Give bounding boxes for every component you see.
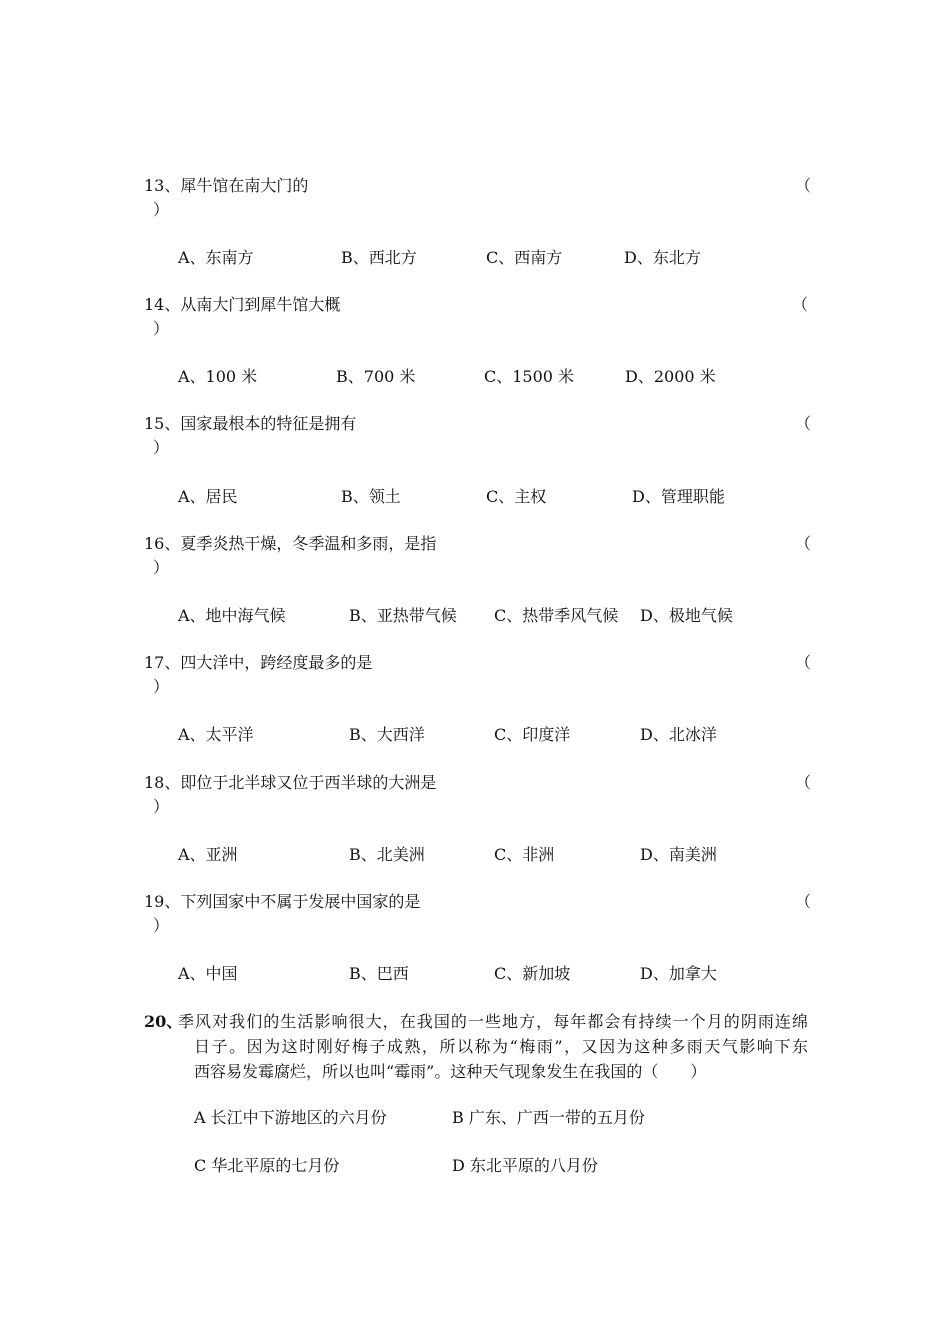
question-number: 18、 bbox=[144, 773, 181, 792]
option-a: A、太平洋 bbox=[178, 725, 254, 744]
question-text: 四大洋中，跨经度最多的是 bbox=[180, 653, 373, 672]
answer-paren-close: ） bbox=[153, 319, 170, 338]
question-15 bbox=[144, 414, 356, 434]
option-a: A 长江中下游地区的六月份 bbox=[194, 1108, 387, 1127]
question-text: 从南大门到犀牛馆大概 bbox=[180, 295, 341, 314]
question-number: 16、 bbox=[144, 534, 181, 553]
option-d: D、东北方 bbox=[624, 248, 701, 267]
option-b: B、西北方 bbox=[341, 248, 417, 267]
question-19 bbox=[144, 892, 420, 912]
option-a: A、中国 bbox=[178, 964, 238, 983]
option-d: D、加拿大 bbox=[640, 964, 717, 983]
answer-paren-open: （ bbox=[795, 534, 812, 553]
question-number-20: 20、 bbox=[144, 1012, 183, 1031]
option-a: A、亚洲 bbox=[178, 845, 238, 864]
option-c: C、新加坡 bbox=[494, 964, 571, 983]
option-d: D、极地气候 bbox=[640, 606, 733, 625]
question-number: 13、 bbox=[144, 176, 181, 195]
question-number: 17、 bbox=[144, 653, 181, 672]
option-d: D、2000 米 bbox=[625, 367, 716, 386]
option-a: A、居民 bbox=[178, 487, 238, 506]
answer-paren-open: （ bbox=[792, 295, 809, 314]
question-20-line-3: 西容易发霉腐烂，所以也叫“霉雨”。这种天气现象发生在我国的（ ） bbox=[194, 1062, 707, 1081]
option-a: A、东南方 bbox=[178, 248, 254, 267]
option-a: A、100 米 bbox=[178, 367, 258, 386]
option-c: C、印度洋 bbox=[494, 725, 571, 744]
answer-paren-close: ） bbox=[153, 916, 170, 935]
option-c: C 华北平原的七月份 bbox=[194, 1156, 340, 1175]
option-b: B、北美洲 bbox=[349, 845, 425, 864]
answer-paren-close: ） bbox=[153, 677, 170, 696]
answer-paren-close: ） bbox=[153, 797, 170, 816]
answer-paren-close: ） bbox=[153, 200, 170, 219]
option-b: B、巴西 bbox=[349, 964, 409, 983]
question-number: 15、 bbox=[144, 414, 181, 433]
question-14 bbox=[144, 295, 340, 315]
question-number: 19、 bbox=[144, 892, 181, 911]
question-16 bbox=[144, 534, 436, 554]
question-text: 犀牛馆在南大门的 bbox=[180, 176, 309, 195]
answer-paren-open: （ bbox=[795, 414, 812, 433]
option-b: B、700 米 bbox=[336, 367, 416, 386]
option-b: B、领土 bbox=[341, 487, 401, 506]
question-20-line-1: 季风对我们的生活影响很大，在我国的一些地方，每年都会有持续一个月的阴雨连绵 bbox=[178, 1012, 808, 1031]
option-c: C、非洲 bbox=[494, 845, 555, 864]
question-text: 夏季炎热干燥，冬季温和多雨，是指 bbox=[180, 534, 437, 553]
question-13 bbox=[144, 176, 308, 196]
answer-paren-close: ） bbox=[153, 438, 170, 457]
option-a: A、地中海气候 bbox=[178, 606, 286, 625]
question-number: 14、 bbox=[144, 295, 181, 314]
option-b: B、亚热带气候 bbox=[349, 606, 457, 625]
option-d: D、北冰洋 bbox=[640, 725, 717, 744]
option-c: C、西南方 bbox=[486, 248, 563, 267]
option-d: D 东北平原的八月份 bbox=[452, 1156, 598, 1175]
question-18 bbox=[144, 773, 436, 793]
answer-paren-open: （ bbox=[795, 653, 812, 672]
option-d: D、南美洲 bbox=[640, 845, 717, 864]
question-20-line-2: 日子。因为这时刚好梅子成熟，所以称为“梅雨”，又因为这种多雨天气影响下东 bbox=[194, 1037, 808, 1056]
option-c: C、1500 米 bbox=[484, 367, 575, 386]
question-text: 国家最根本的特征是拥有 bbox=[180, 414, 357, 433]
option-d: D、管理职能 bbox=[632, 487, 725, 506]
answer-paren-close: ） bbox=[153, 558, 170, 577]
option-c: C、主权 bbox=[486, 487, 547, 506]
option-c: C、热带季风气候 bbox=[494, 606, 619, 625]
answer-paren-open: （ bbox=[795, 892, 812, 911]
question-17 bbox=[144, 653, 372, 673]
answer-paren-open: （ bbox=[795, 176, 812, 195]
question-text: 下列国家中不属于发展中国家的是 bbox=[180, 892, 421, 911]
option-b: B 广东、广西一带的五月份 bbox=[452, 1108, 645, 1127]
option-b: B、大西洋 bbox=[349, 725, 425, 744]
answer-paren-open: （ bbox=[795, 773, 812, 792]
question-text: 即位于北半球又位于西半球的大洲是 bbox=[180, 773, 437, 792]
